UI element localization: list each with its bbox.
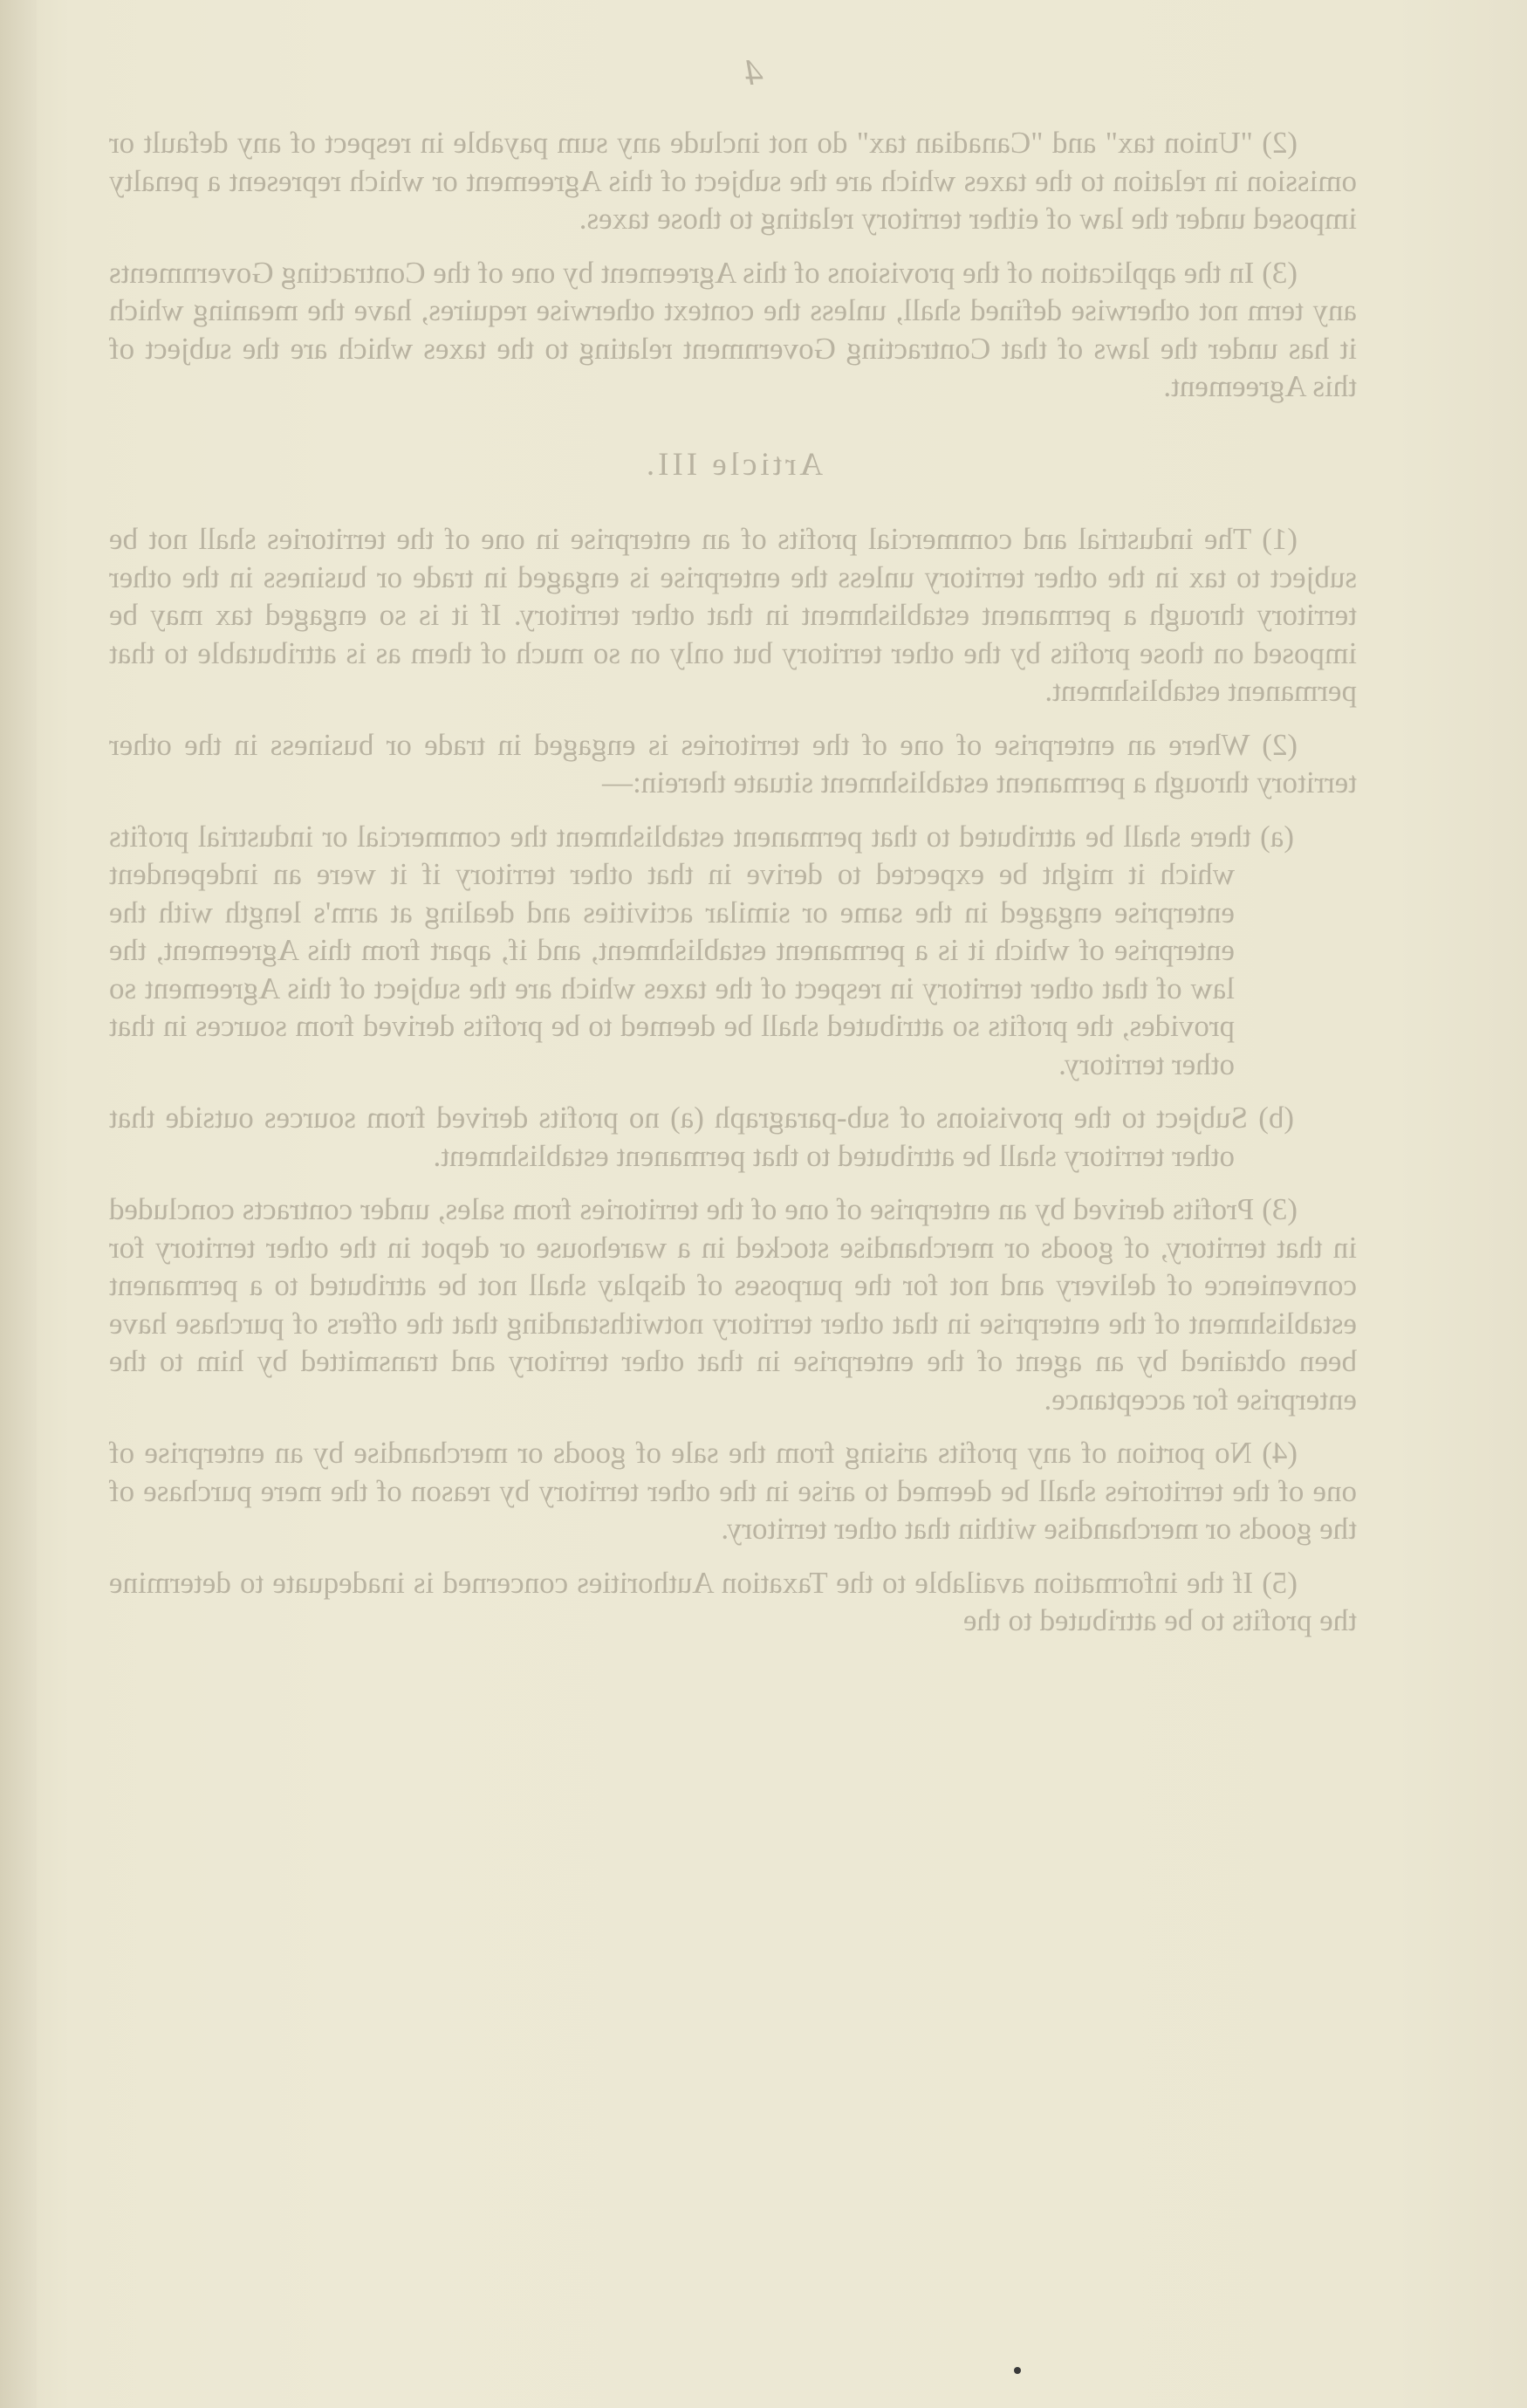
article-paragraph-3: (3) Profits derived by an enterprise of one of the territories from sales, under contracts concluded in that territory, of goods or merchandise stocked in a warehouse or depot in the other territory for convenience of delivery and not for the purposes of display shall not be attributed to a permanent establishment of the enterprise in that other territory notwithstanding that the offers of purchase have been obtained by an agent of the enterprise in that other territory and transmitted by him to the enterprise for acceptance.: [109, 1192, 1357, 1417]
article-paragraph-4: (4) No portion of any profits arising from the sale of goods or merchandise by an enterprise of one of the territories shall be deemed to arise in the other territory by reason of the mere purchase of the goods or merchandise within that other territory.: [109, 1436, 1357, 1546]
article-heading: Article III.: [642, 446, 824, 483]
article-paragraph-5: (5) If the information available to the Taxation Authorities concerned is inadequate to determine the profits to be attributed to the: [109, 1565, 1357, 1637]
ink-speck: [1014, 2367, 1021, 2374]
article-paragraph-1: (1) The industrial and commercial profits of an enterprise in one of the territories shall not be subject to tax in the other territory unless the enterprise is engaged in trade or business in the other territory through a permanent establishment in that other territory. If it is so engaged tax may be imposed on those profits by the other territory but only on so much of them as is attributable to that permanent establishment.: [109, 522, 1357, 708]
page-number: 4: [744, 53, 764, 93]
document-body: [109, 124, 1357, 1656]
paragraph-3: (3) In the application of the provisions of this Agreement by one of the Contracting Governments any term not otherwise defined shall, unless the context otherwise requires, have the meaning which it has under the laws of that Contracting Government relating to the taxes which are the subject of this Agreement.: [109, 255, 1357, 403]
paragraph-2: (2) "Union tax" and "Canadian tax" do not include any sum payable in respect of any default or omission in relation to the taxes which are the subject of this Agreement or which represent a penalty imposed under the law of either territory relating to those taxes.: [109, 126, 1357, 236]
sub-paragraph-a: (a) there shall be attributed to that permanent establishment the commercial or industrial profits which it might be expected to derive in that other territory if it were an independent enterprise engaged in the same or similar activities and dealing at arm's length with the enterprise of which it is a permanent establishment, and if, apart from this Agreement, the law of that other territory in respect of the taxes which are the subject of this Agreement so provides, the profits so attributed shall be deemed to be profits derived from sources in that other territory.: [109, 819, 1294, 1081]
sub-paragraph-b: (b) Subject to the provisions of sub-paragraph (a) no profits derived from sources outside that other territory shall be attributed to that permanent establishment.: [109, 1101, 1294, 1173]
article-paragraph-2: (2) Where an enterprise of one of the territories is engaged in trade or business in the other territory through a permanent establishment situate therein:—: [109, 727, 1357, 799]
